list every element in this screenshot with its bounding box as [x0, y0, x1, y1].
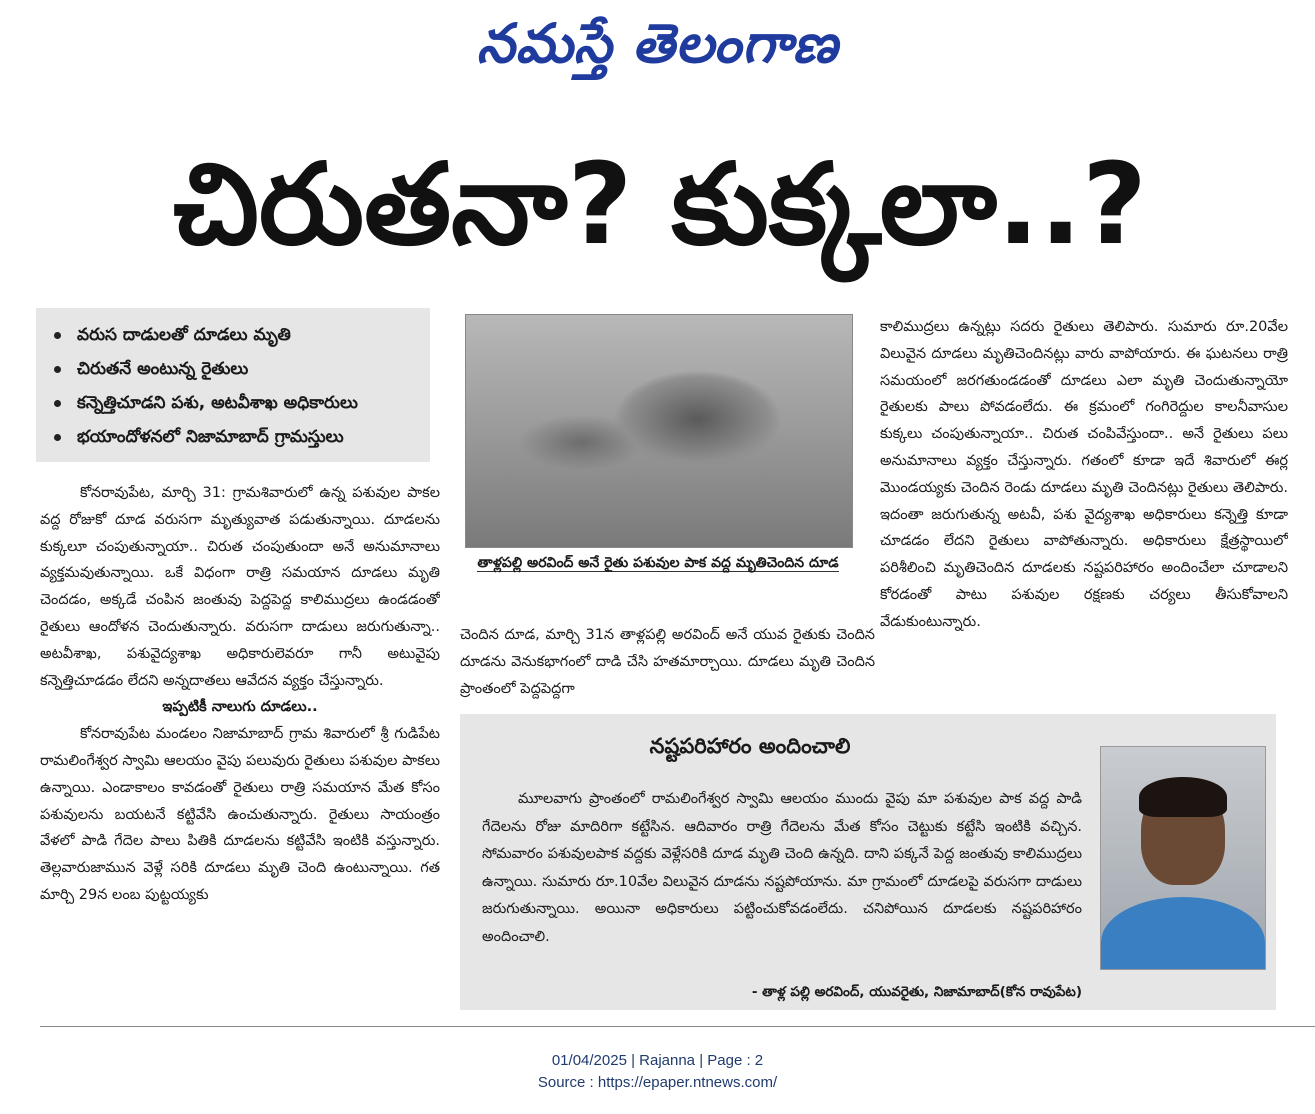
highlight-item: [54, 386, 420, 420]
highlight-text: వరుస దాడులతో దూడలు మృతి: [77, 325, 291, 345]
article-paragraph: కోనరావుపేట, మార్చి 31: గ్రామశివారులో ఉన్న పశువుల పాకల వద్ద రోజుకో దూడ వరుసగా మృత్యువాత పడుతున్నాయి. దూడలను కుక్కలూ చంపుతున్నాయా.. చిరుత చంపుతుందా అనే అనుమానాలు వ్యక్తమవుతున్నాయి. ఒకే విధంగా రాత్రి సమయాన దూడలు మృతి చెందడం, అక్కడే చంపిన జంతువు పెద్దపెద్ద కాలిముద్రలు ఉండడంతో రైతులు ఆందోళన చెందుతున్నారు. వరుసగా దాడులు జరుగుతున్నా.. అటవీశాఖ, పశువైద్యశాఖ అధికారులెవరూ గానీ అటువైపు కన్నెత్తిచూడడం లేదని అన్నదాతలు ఆవేదన వ్యక్తం చేస్తున్నారు.: [40, 485, 440, 689]
farmer-portrait: [1100, 746, 1266, 970]
quote-paragraph: మూలవాగు ప్రాంతంలో రామలింగేశ్వర స్వామి ఆలయం ముందు వైపు మా పశువుల పాక వద్ద పాడి గేదెలను రోజు మాదిరిగా కట్టేసిన. ఆదివారం రాత్రి గేదెలను మేత కోసం చెట్టుకు కట్టేసి ఇంటికి వచ్చిన. సోమవారం పశువులపాక వద్దకు వెళ్లేసరికి దూడ మృతి చెంది ఉన్నది. దాని పక్కనే పెద్ద జంతువు కాలిముద్రలు ఉన్నాయి. సుమారు రూ.10వేల విలువైన దూడను నష్టపోయాను. మా గ్రామంలో దూడలపై వరుసగా దాడులు జరుగుతున్నాయి. అయినా అధికారులు పట్టించుకోవడంలేదు. చనిపోయిన దూడలకు నష్టపరిహారం అందించాలి.: [482, 791, 1082, 945]
headline: చిరుతనా? కుక్కలా..?: [173, 140, 1147, 270]
footer-source-link[interactable]: Source : https://epaper.ntnews.com/: [537, 1074, 778, 1091]
article-paragraph: చెందిన దూడ, మార్చి 31న తాళ్లపల్లి అరవింద్ అనే యువ రైతుకు చెందిన దూడను వెనుకభాగంలో దాడి చేసి హతమార్చాయి. దూడలు మృతి చెందిన ప్రాంతంలో పెద్దపెద్దగా: [460, 627, 875, 697]
highlight-item: [54, 420, 420, 454]
highlight-item: [54, 318, 420, 352]
highlight-text: చిరుతనే అంటున్న రైతులు: [77, 359, 249, 379]
article-column-left: [40, 480, 440, 1020]
footer-date-line: 01/04/2025 | Rajanna | Page : 2: [551, 1052, 764, 1069]
article-column-right: [880, 314, 1288, 704]
masthead-logo: నమస్తే తెలంగాణ: [476, 11, 839, 75]
highlight-text: భయాందోళనలో నిజామాబాద్ గ్రామస్తులు: [77, 427, 344, 447]
footer-divider: [40, 1026, 1315, 1027]
article-column-middle: [460, 622, 875, 704]
bullet-icon: [54, 332, 61, 339]
article-subheading: ఇప్పటికీ నాలుగు దూడలు..: [162, 699, 318, 716]
highlight-text: కన్నెత్తిచూడని పశు, అటవీశాఖ అధికారులు: [77, 393, 358, 413]
quote-credit: - తాళ్ల పల్లి అరవింద్, యువరైతు, నిజామాబాద్(కోన రావుపేట): [751, 984, 1082, 1000]
quote-box-text: [482, 786, 1082, 986]
article-paragraph: కాలిముద్రలు ఉన్నట్లు సదరు రైతులు తెలిపారు. సుమారు రూ.20వేల విలువైన దూడలు మృతిచెందినట్లు వారు వాపోయారు. ఈ ఘటనలు రాత్రి సమయంలో జరగతుండడంతో దూడలు ఎలా మృతి చెందుతున్నాయో రైతులకు పాలు పోవడంలేదు. ఈ క్రమంలో గంగిరెద్దుల కాలనీవాసుల కుక్కలు చంపుతున్నాయా.. చిరుత చంపివేస్తుందా.. అనే రైతులు పలు అనుమానాలు వ్యక్తం చేస్తున్నారు. గతంలో కూడా ఇదే శివారులో ఈర్ల మొండయ్యకు చెందిన రెండు దూడలు మృతి చెందినట్లు రైతులు తెలిపారు. ఇదంతా జరుగుతున్న అటవీ, పశు వైద్యశాఖ అధికారులు కన్నెత్తి కూడా చూడడం లేదని రైతులు వాపోతున్నారు. అధికారులు క్షేత్రస్థాయిలో పరిశీలించి మృతిచెందిన దూడలకు నష్టపరిహారం అందించేలా చూడాలని కోరడంతో పాటు పశువుల రక్షణకు చర్యలు తీసుకోవాలని వేడుకుంటున్నారు.: [880, 319, 1288, 630]
highlight-item: [54, 352, 420, 386]
quote-box-title: నష్టపరిహారం అందించాలి: [649, 734, 851, 758]
bullet-icon: [54, 400, 61, 407]
highlights-box: [36, 308, 430, 462]
photo-caption: తాళ్లపల్లి అరవింద్ అనే రైతు పశువుల పాక వద్ద మృతిచెందిన దూడ: [477, 555, 839, 571]
bullet-icon: [54, 434, 61, 441]
article-paragraph: కోనరావుపేట మండలం నిజామాబాద్ గ్రామ శివారులో శ్రీ గుడిపేట రామలింగేశ్వర స్వామి ఆలయం వైపు పలువురు రైతులు పశువుల పాకలు ఉన్నాయి. ఎండాకాలం కావడంతో రైతులు రాత్రి సమయాన మేత కోసం పశువులను బయటనే కట్టివేసి ఉంచుతున్నారు. రైతులు సాయంత్రం వేళలో పాడి గేదెల పాలు పితికి దూడలను కట్టివేసి ఇంటికి వస్తున్నారు. తెల్లవారుజామున వెళ్లే సరికి దూడలు మృతి చెంది ఉంటున్నాయి. గత మార్చి 29న లంబ పుట్టయ్యకు: [40, 726, 440, 903]
calf-photo: [465, 314, 853, 548]
bullet-icon: [54, 366, 61, 373]
